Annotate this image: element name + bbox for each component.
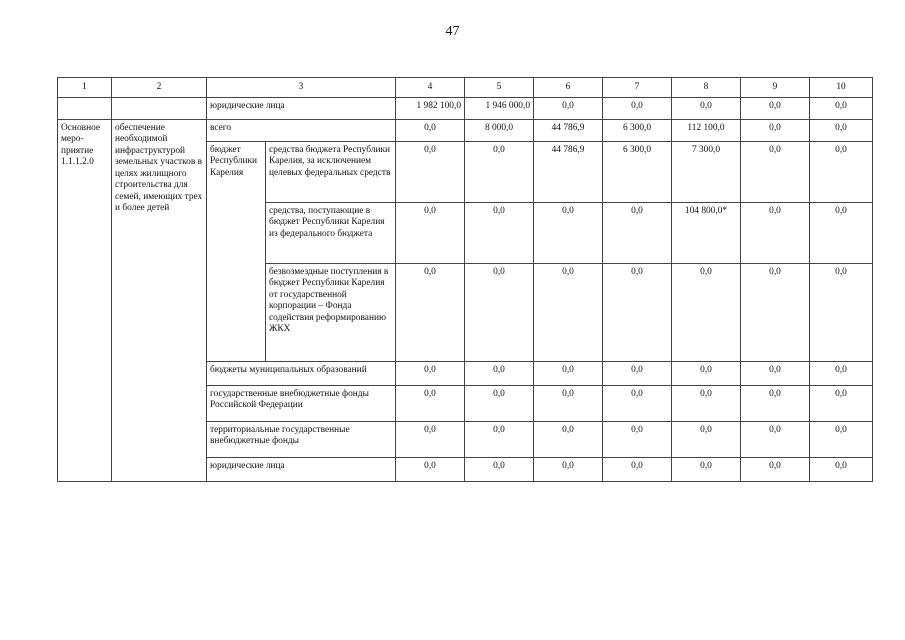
header-cell: 7: [603, 78, 672, 98]
value-cell: 0,0: [741, 98, 810, 120]
value-cell: 0,0: [603, 386, 672, 422]
header-row: [58, 78, 873, 98]
header-cell: 1: [58, 78, 112, 98]
value-cell: 0,0: [603, 264, 672, 362]
value-cell: 0,0: [396, 142, 465, 203]
value-cell: 44 786,9: [534, 120, 603, 142]
row-label: средства бюджета Республики Карелия, за исключением целевых федеральных средств: [266, 142, 396, 203]
value-cell: 0,0: [603, 98, 672, 120]
header-cell: 3: [207, 78, 396, 98]
page-number: 47: [445, 24, 460, 39]
value-cell: 0,0: [396, 203, 465, 264]
value-cell: 0,0: [534, 386, 603, 422]
value-cell: 6 300,0: [603, 142, 672, 203]
value-cell: 1 946 000,0: [465, 98, 534, 120]
value-cell: 0,0: [741, 422, 810, 458]
value-cell: 0,0: [810, 386, 873, 422]
value-cell: 0,0: [672, 386, 741, 422]
value-cell: 0,0: [810, 120, 873, 142]
row-label: безвозмездные поступления в бюджет Республики Карелия от государственной корпорации – Фонда содействия реформированию ЖКХ: [266, 264, 396, 362]
value-cell: 0,0: [465, 264, 534, 362]
value-cell: 0,0: [603, 203, 672, 264]
activity-name: обеспечение необходимой инфраструктурой земельных участков в целях жилищного строительства для семей, имеющих трех и более детей: [112, 120, 207, 482]
value-cell: 0,0: [396, 264, 465, 362]
row-label: территориальные государственные внебюджетные фонды: [207, 422, 396, 458]
value-cell: 0,0: [396, 120, 465, 142]
row-label: юридические лица: [207, 98, 396, 120]
value-cell: 0,0: [741, 142, 810, 203]
value-cell: 0,0: [810, 458, 873, 482]
value-cell: 0,0: [741, 203, 810, 264]
table-row: [58, 98, 873, 120]
header-cell: 2: [112, 78, 207, 98]
value-cell: 0,0: [741, 264, 810, 362]
value-cell: 0,0: [672, 422, 741, 458]
value-cell: 0,0: [534, 264, 603, 362]
value-cell: 0,0: [603, 422, 672, 458]
value-cell: 1 982 100,0: [396, 98, 465, 120]
header-cell: 8: [672, 78, 741, 98]
table-row: [58, 120, 873, 142]
value-cell: 0,0: [810, 264, 873, 362]
row-label: бюджеты муниципальных образований: [207, 362, 396, 386]
header-cell: 5: [465, 78, 534, 98]
value-cell: 0,0: [534, 458, 603, 482]
value-cell: 0,0: [465, 422, 534, 458]
value-cell: 0,0: [465, 203, 534, 264]
value-cell: 0,0: [810, 422, 873, 458]
value-cell: 112 100,0: [672, 120, 741, 142]
row-label: юридические лица: [207, 458, 396, 482]
value-cell: 8 000,0: [465, 120, 534, 142]
value-cell: 0,0: [396, 422, 465, 458]
value-cell: 0,0: [465, 458, 534, 482]
value-cell: 0,0: [672, 362, 741, 386]
header-cell: 9: [741, 78, 810, 98]
value-cell: 0,0: [810, 203, 873, 264]
value-cell: 0,0: [672, 264, 741, 362]
value-cell: 0,0: [534, 422, 603, 458]
value-cell: 0,0: [465, 362, 534, 386]
value-cell: 0,0: [672, 98, 741, 120]
row-label: государственные внебюджетные фонды Российской Федерации: [207, 386, 396, 422]
header-cell: 6: [534, 78, 603, 98]
value-cell: 0,0: [534, 203, 603, 264]
value-cell: 0,0: [465, 386, 534, 422]
value-cell: 0,0: [396, 386, 465, 422]
value-cell: 0,0: [603, 362, 672, 386]
value-cell: 0,0: [810, 98, 873, 120]
activity-code: Основное меро-приятие 1.1.1.2.0: [58, 120, 112, 482]
value-cell: 44 786,9: [534, 142, 603, 203]
value-cell: 0,0: [810, 142, 873, 203]
value-cell: 0,0: [465, 142, 534, 203]
value-cell: 104 800,0*: [672, 203, 741, 264]
row-label: средства, поступающие в бюджет Республики Карелия из федерального бюджета: [266, 203, 396, 264]
header-cell: 4: [396, 78, 465, 98]
value-cell: 0,0: [396, 458, 465, 482]
value-cell: 0,0: [534, 98, 603, 120]
value-cell: 0,0: [741, 120, 810, 142]
value-cell: 0,0: [396, 362, 465, 386]
budget-rk-label: бюджет Республики Карелия: [207, 142, 266, 362]
value-cell: 0,0: [672, 458, 741, 482]
value-cell: 0,0: [741, 386, 810, 422]
header-cell: 10: [810, 78, 873, 98]
row-label: всего: [207, 120, 396, 142]
value-cell: 0,0: [534, 362, 603, 386]
funding-table: [57, 77, 873, 482]
value-cell: 0,0: [603, 458, 672, 482]
value-cell: 7 300,0: [672, 142, 741, 203]
value-cell: 0,0: [741, 458, 810, 482]
value-cell: 0,0: [810, 362, 873, 386]
value-cell: 0,0: [741, 362, 810, 386]
value-cell: 6 300,0: [603, 120, 672, 142]
